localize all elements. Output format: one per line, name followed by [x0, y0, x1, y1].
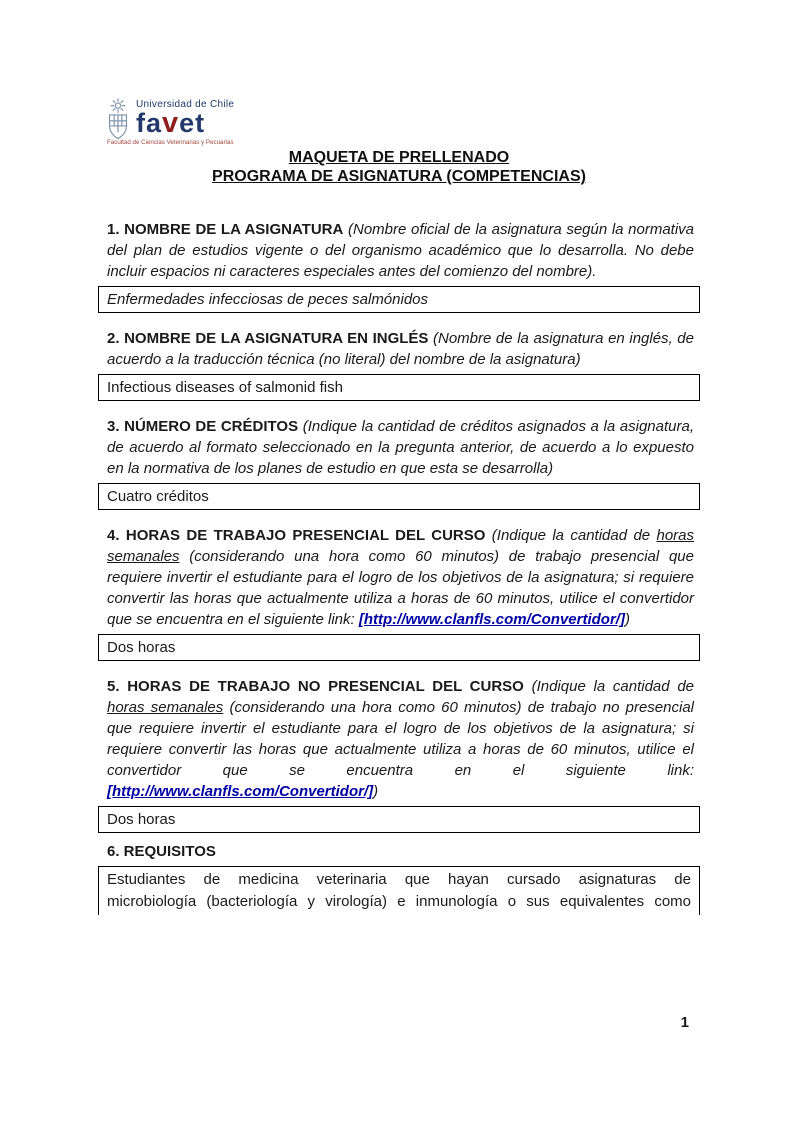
- section-description-mid: (considerando una hora como 60 minutos) de trabajo no presencial que requiere invertir el estudiante para el logro de los objetivos de la asignatura; si requiere convertir las horas que actualmente utiliza a horas de 60 minutos, utilice el convertidor que se encuentra en el siguiente link:: [107, 699, 694, 779]
- section-heading: 3. NÚMERO DE CRÉDITOS: [107, 418, 299, 435]
- section-numero-creditos: [98, 416, 700, 510]
- form-sections: [98, 219, 700, 915]
- section-nombre-ingles: [98, 328, 700, 401]
- section-heading: 5. HORAS DE TRABAJO NO PRESENCIAL DEL CURSO: [107, 678, 524, 695]
- logo-faculty-name: Facultad de Ciencias Veterinarias y Pecuarias: [107, 139, 234, 146]
- convertidor-link[interactable]: [http://www.clanfls.com/Convertidor/]: [358, 611, 625, 628]
- section-heading: 4. HORAS DE TRABAJO PRESENCIAL DEL CURSO: [107, 527, 486, 544]
- answer-box-nombre-ingles: [98, 374, 700, 401]
- logo-brand-v: v: [162, 107, 180, 139]
- university-crest-icon: [107, 97, 129, 143]
- answer-box-horas-presencial: [98, 634, 700, 661]
- section-horas-presencial: [98, 525, 700, 661]
- convertidor-link[interactable]: [http://www.clanfls.com/Convertidor/]: [107, 783, 374, 800]
- section-heading: 6. REQUISITOS: [107, 843, 216, 860]
- document-title-line2: PROGRAMA DE ASIGNATURA (COMPETENCIAS): [212, 168, 586, 185]
- logo-text: [136, 97, 235, 139]
- section-description-tail: ): [624, 611, 630, 628]
- section-description-mid: (considerando una hora como 60 minutos) de trabajo presencial que requiere invertir el estudiante para el logro de los objetivos de la asignatura; si requiere convertir las horas que actualmente utiliza a horas de 60 minutos, utilice el convertidor que se encuentra en el siguiente link:: [107, 548, 694, 628]
- section-description-pre: (Indique la cantidad de: [491, 527, 657, 544]
- section-description-underlined: horas semanales: [107, 527, 695, 565]
- answer-text-line1: Estudiantes de medicina veterinaria que hayan cursado asignaturas de: [107, 871, 691, 888]
- section-heading: 2. NOMBRE DE LA ASIGNATURA EN INGLÉS: [107, 330, 429, 347]
- section-horas-no-presencial: [98, 676, 700, 833]
- section-nombre-asignatura: [98, 219, 700, 313]
- section-description: (Nombre oficial de la asignatura según la normativa del plan de estudios vigente o del organismo académico que lo desarrolla. No debe incluir espacios ni caracteres especiales antes del comienzo del nombre).: [107, 221, 695, 280]
- section-description: (Nombre de la asignatura en inglés, de acuerdo a la traducción técnica (no literal) del nombre de la asignatura): [107, 330, 694, 368]
- document-title: [98, 148, 700, 186]
- logo-university-name: Universidad de Chile: [136, 99, 235, 110]
- logo-brand-favet: favet: [136, 107, 206, 139]
- document-title-line1: MAQUETA DE PRELLENADO: [288, 149, 510, 166]
- section-heading: 1. NOMBRE DE LA ASIGNATURA: [107, 221, 344, 238]
- page-number: 1: [680, 1014, 689, 1031]
- document-content: [98, 97, 700, 930]
- answer-text: Infectious diseases of salmonid fish: [107, 379, 343, 396]
- favet-logo: [107, 97, 267, 144]
- section-description-pre: (Indique la cantidad de: [531, 678, 695, 695]
- answer-box-nombre-asignatura: [98, 286, 700, 313]
- section-description-tail: ): [373, 783, 379, 800]
- section-description-underlined: horas semanales: [107, 699, 224, 716]
- answer-text: Enfermedades infecciosas de peces salmónidos: [107, 291, 429, 308]
- answer-text-line2: microbiología (bacteriología y virología) e inmunología o sus equivalentes como: [107, 892, 691, 910]
- answer-text: Dos horas: [107, 811, 176, 828]
- answer-box-requisitos: [98, 866, 700, 915]
- answer-box-horas-no-presencial: [98, 806, 700, 833]
- section-requisitos: [98, 841, 700, 915]
- answer-text: Cuatro créditos: [107, 488, 209, 505]
- section-description: (Indique la cantidad de créditos asignados a la asignatura, de acuerdo al formato seleccionado en la pregunta anterior, de acuerdo a lo expuesto en la normativa de los planes de estudio en que esta se desarrolla): [107, 418, 695, 477]
- answer-text: Dos horas: [107, 639, 176, 656]
- answer-box-numero-creditos: [98, 483, 700, 510]
